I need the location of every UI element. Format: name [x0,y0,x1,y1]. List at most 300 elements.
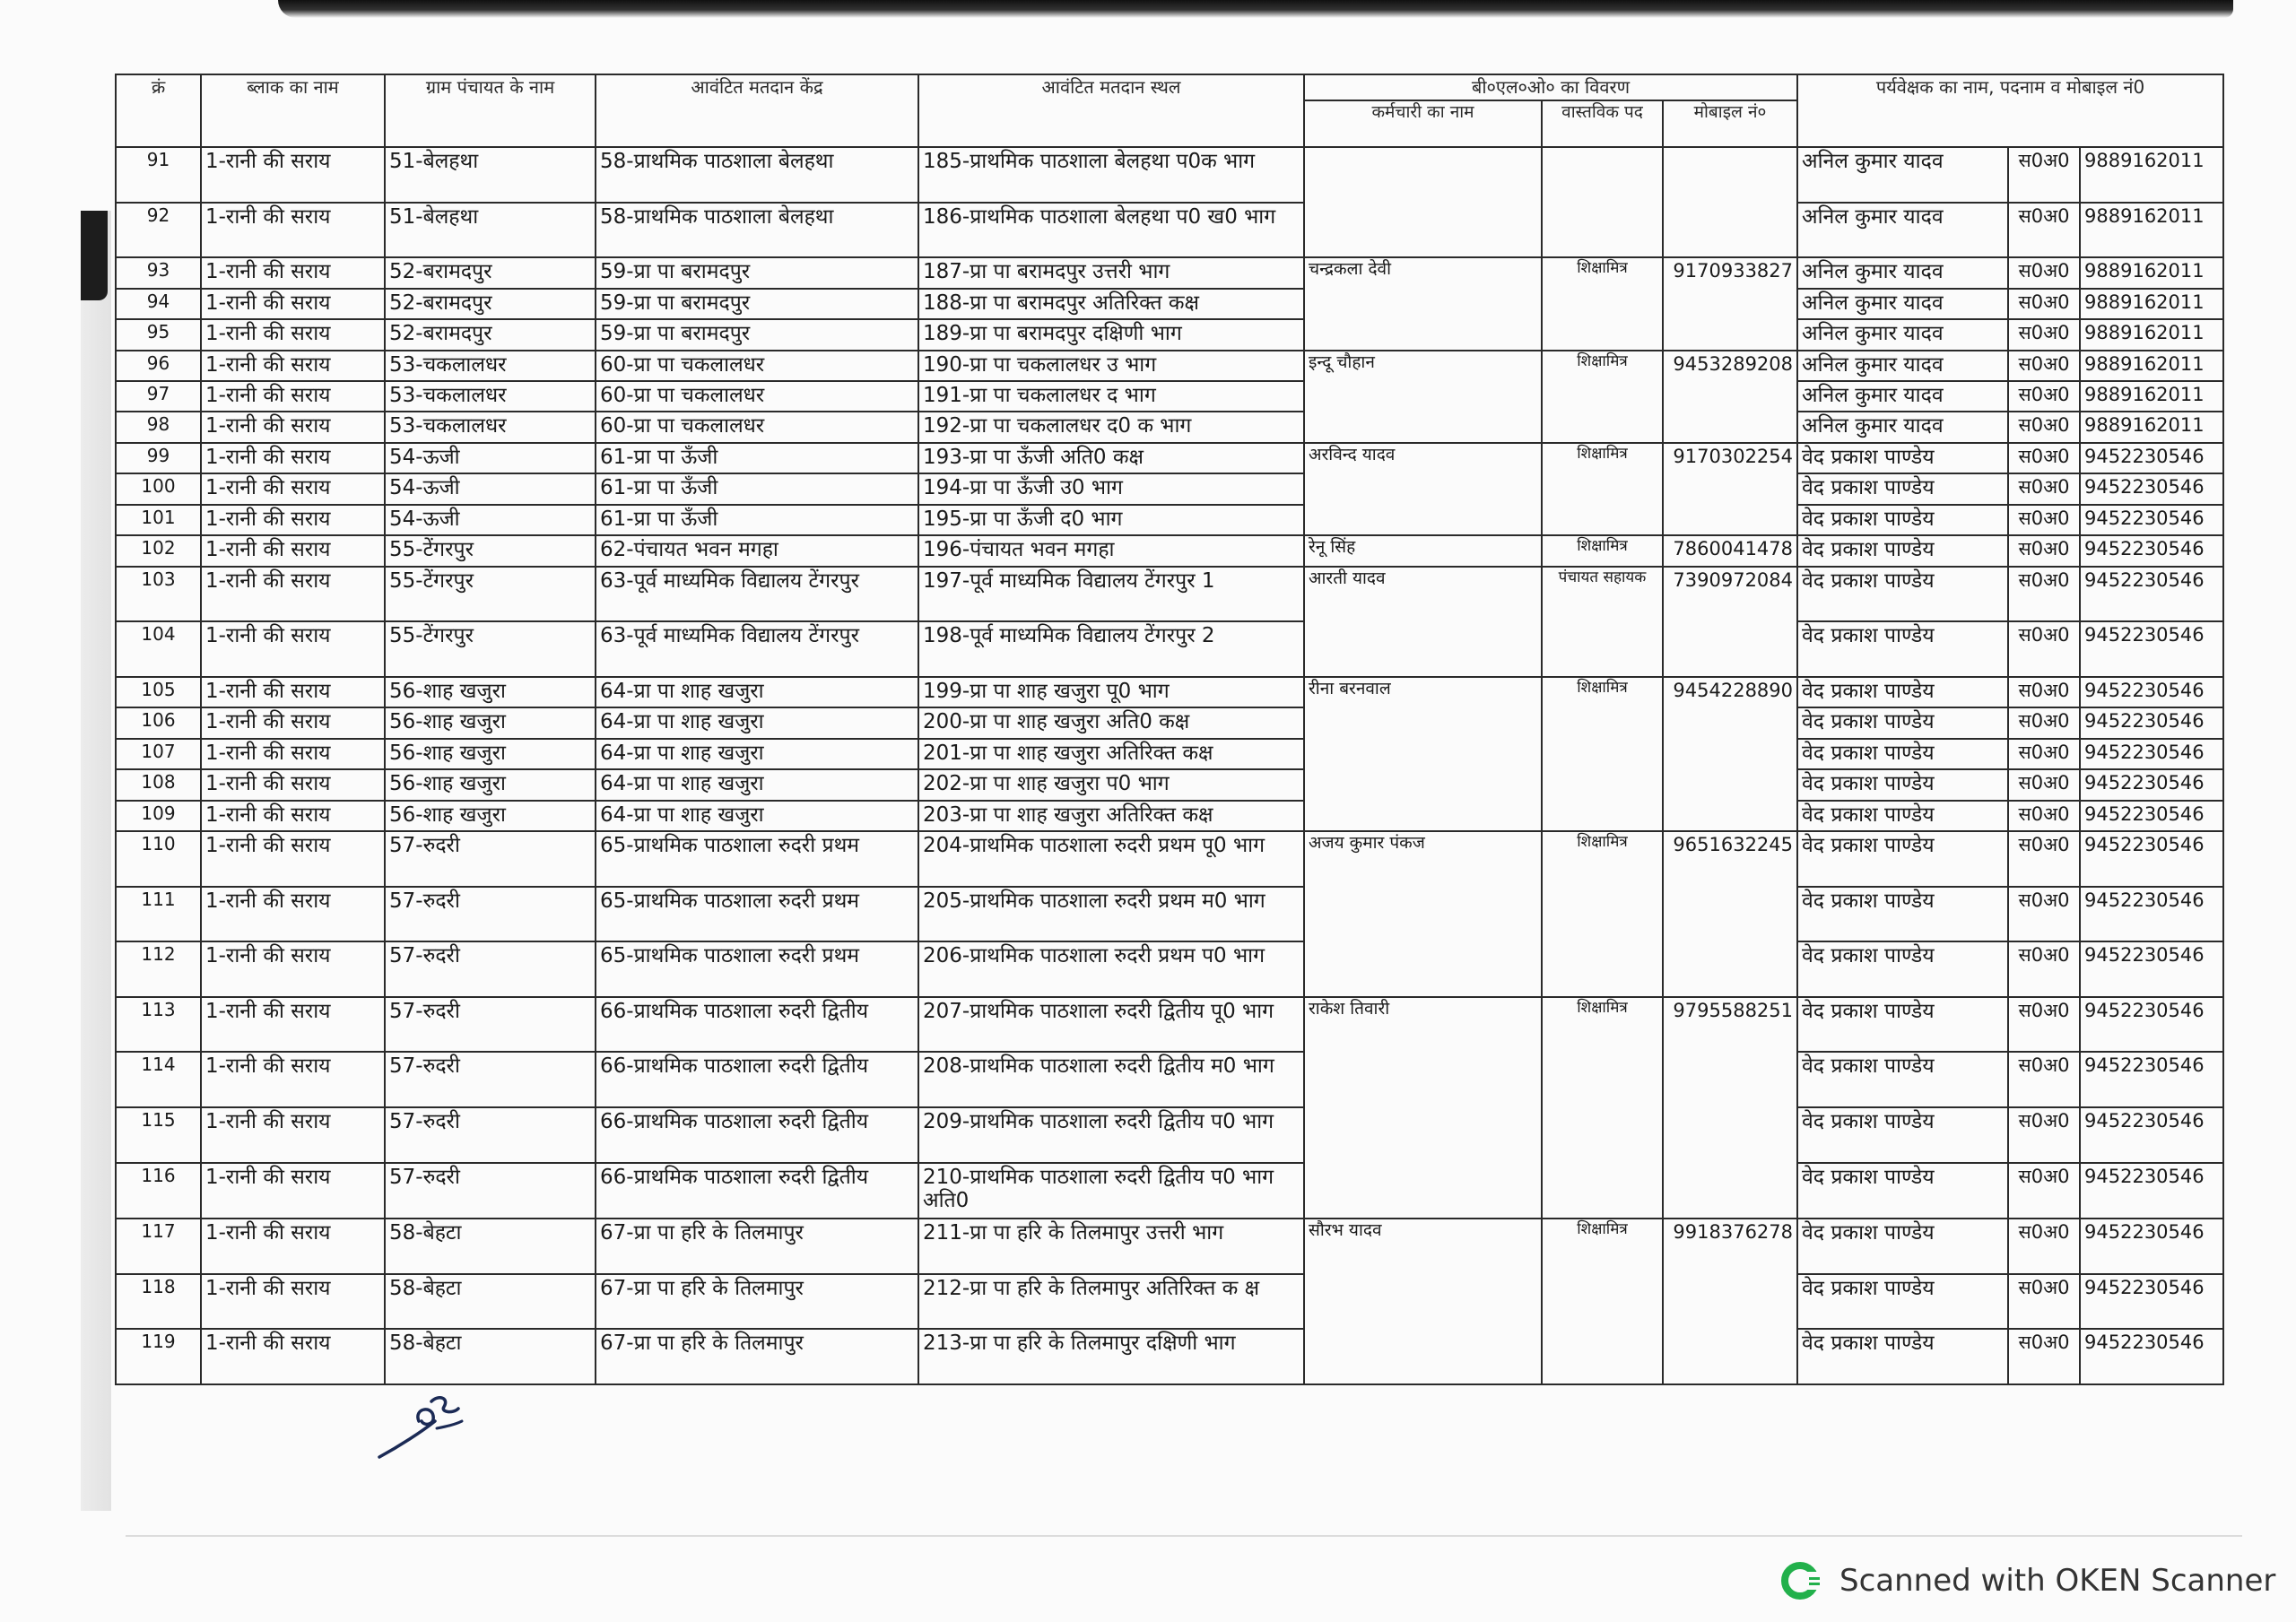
gram-panchayat-cell: 54-ऊजी [385,443,596,473]
block-name-cell: 1-रानी की सराय [201,412,385,442]
serial-no-cell: 95 [116,319,201,350]
table-row [116,621,2223,677]
gram-panchayat-cell: 54-ऊजी [385,473,596,504]
block-name-cell: 1-रानी की सराय [201,1219,385,1274]
block-name-cell: 1-रानी की सराय [201,621,385,677]
employee-name-cell: रेनू सिंह [1304,535,1542,566]
supervisor-name-cell: वेद प्रकाश पाण्डेय [1797,707,2008,738]
mobile-no-cell: 9651632245 [1663,831,1797,997]
gram-panchayat-cell: 56-शाह खजुरा [385,677,596,707]
supervisor-name-cell: वेद प्रकाश पाण्डेय [1797,1329,2008,1384]
table-row [116,147,2223,203]
block-name-cell: 1-रानी की सराय [201,887,385,942]
block-name-cell: 1-रानी की सराय [201,289,385,319]
supervisor-name-cell: वेद प्रकाश पाण्डेय [1797,801,2008,831]
supervisor-mobile-cell: 9889162011 [2080,412,2223,442]
header-polling-center: आवंटित मतदान केंद्र [596,74,918,147]
serial-no-cell: 107 [116,739,201,769]
gram-panchayat-cell: 53-चकलालधर [385,351,596,381]
serial-no-cell: 118 [116,1274,201,1330]
supervisor-designation-cell: स0अ0 [2008,997,2080,1053]
serial-no-cell: 105 [116,677,201,707]
polling-station-cell: 210-प्राथमिक पाठशाला रुदरी द्वितीय प0 भाग अति0 [918,1163,1304,1219]
polling-center-cell: 58-प्राथमिक पाठशाला बेलहथा [596,147,918,203]
polling-center-cell: 65-प्राथमिक पाठशाला रुदरी प्रथम [596,941,918,997]
polling-center-cell: 64-प्रा पा शाह खजुरा [596,769,918,800]
polling-center-cell: 64-प्रा पा शाह खजुरा [596,801,918,831]
supervisor-mobile-cell: 9889162011 [2080,319,2223,350]
supervisor-mobile-cell: 9452230546 [2080,707,2223,738]
block-name-cell: 1-रानी की सराय [201,1329,385,1384]
polling-center-cell: 65-प्राथमिक पाठशाला रुदरी प्रथम [596,831,918,887]
polling-center-cell: 66-प्राथमिक पाठशाला रुदरी द्वितीय [596,1052,918,1107]
header-polling-station: आवंटित मतदान स्थल [918,74,1304,147]
block-name-cell: 1-रानी की सराय [201,1274,385,1330]
designation-cell: शिक्षामित्र [1542,1219,1663,1384]
serial-no-cell: 116 [116,1163,201,1219]
serial-no-cell: 104 [116,621,201,677]
block-name-cell: 1-रानी की सराय [201,147,385,203]
supervisor-designation-cell: स0अ0 [2008,351,2080,381]
table-body [116,147,2223,1384]
supervisor-name-cell: वेद प्रकाश पाण्डेय [1797,621,2008,677]
supervisor-mobile-cell: 9889162011 [2080,147,2223,203]
gram-panchayat-cell: 57-रुदरी [385,1052,596,1107]
supervisor-mobile-cell: 9889162011 [2080,203,2223,258]
designation-cell: शिक्षामित्र [1542,443,1663,535]
employee-name-cell: अजय कुमार पंकज [1304,831,1542,997]
gram-panchayat-cell: 52-बरामदपुर [385,289,596,319]
designation-cell: शिक्षामित्र [1542,257,1663,350]
supervisor-mobile-cell: 9452230546 [2080,887,2223,942]
gram-panchayat-cell: 56-शाह खजुरा [385,707,596,738]
polling-center-cell: 60-प्रा पा चकलालधर [596,381,918,412]
supervisor-designation-cell: स0अ0 [2008,769,2080,800]
block-name-cell: 1-रानी की सराय [201,381,385,412]
supervisor-designation-cell: स0अ0 [2008,381,2080,412]
block-name-cell: 1-रानी की सराय [201,941,385,997]
serial-no-cell: 103 [116,567,201,622]
supervisor-designation-cell: स0अ0 [2008,1274,2080,1330]
gram-panchayat-cell: 52-बरामदपुर [385,319,596,350]
polling-station-cell: 193-प्रा पा ऊँजी अति0 कक्ष [918,443,1304,473]
supervisor-mobile-cell: 9452230546 [2080,1329,2223,1384]
header-mobile-no: मोबाइल नं० [1663,100,1797,147]
supervisor-designation-cell: स0अ0 [2008,412,2080,442]
supervisor-designation-cell: स0अ0 [2008,203,2080,258]
serial-no-cell: 92 [116,203,201,258]
block-name-cell: 1-रानी की सराय [201,1107,385,1163]
block-name-cell: 1-रानी की सराय [201,831,385,887]
polling-station-cell: 200-प्रा पा शाह खजुरा अति0 कक्ष [918,707,1304,738]
employee-name-cell: राकेश तिवारी [1304,997,1542,1219]
block-name-cell: 1-रानी की सराय [201,769,385,800]
table-row [116,739,2223,769]
mobile-no-cell: 9170302254 [1663,443,1797,535]
supervisor-mobile-cell: 9889162011 [2080,257,2223,288]
supervisor-designation-cell: स0अ0 [2008,1052,2080,1107]
polling-station-cell: 185-प्राथमिक पाठशाला बेलहथा प0क भाग [918,147,1304,203]
designation-cell: शिक्षामित्र [1542,535,1663,566]
table-row [116,1274,2223,1330]
gram-panchayat-cell: 53-चकलालधर [385,381,596,412]
polling-station-cell: 212-प्रा पा हरि के तिलमापुर अतिरिक्त क क्ष [918,1274,1304,1330]
polling-station-cell: 191-प्रा पा चकलालधर द भाग [918,381,1304,412]
block-name-cell: 1-रानी की सराय [201,443,385,473]
table-row [116,1052,2223,1107]
supervisor-name-cell: अनिल कुमार यादव [1797,351,2008,381]
employee-name-cell: सौरभ यादव [1304,1219,1542,1384]
polling-center-cell: 64-प्रा पा शाह खजुरा [596,677,918,707]
mobile-no-cell: 7860041478 [1663,535,1797,566]
serial-no-cell: 111 [116,887,201,942]
supervisor-designation-cell: स0अ0 [2008,1219,2080,1274]
block-name-cell: 1-रानी की सराय [201,203,385,258]
polling-center-cell: 61-प्रा पा ऊँजी [596,505,918,535]
supervisor-name-cell: वेद प्रकाश पाण्डेय [1797,1274,2008,1330]
gram-panchayat-cell: 57-रुदरी [385,831,596,887]
table-row [116,443,2223,473]
employee-name-cell: आरती यादव [1304,567,1542,677]
supervisor-name-cell: वेद प्रकाश पाण्डेय [1797,535,2008,566]
supervisor-name-cell: वेद प्रकाश पाण्डेय [1797,739,2008,769]
designation-cell [1542,147,1663,257]
block-name-cell: 1-रानी की सराय [201,257,385,288]
supervisor-mobile-cell: 9452230546 [2080,801,2223,831]
polling-center-cell: 60-प्रा पा चकलालधर [596,351,918,381]
employee-name-cell: इन्दू चौहान [1304,351,1542,443]
table-row [116,535,2223,566]
polling-station-cell: 186-प्राथमिक पाठशाला बेलहथा प0 ख0 भाग [918,203,1304,258]
supervisor-name-cell: अनिल कुमार यादव [1797,381,2008,412]
employee-name-cell: चन्द्रकला देवी [1304,257,1542,350]
serial-no-cell: 112 [116,941,201,997]
serial-no-cell: 97 [116,381,201,412]
block-name-cell: 1-रानी की सराय [201,473,385,504]
supervisor-mobile-cell: 9452230546 [2080,535,2223,566]
polling-station-cell: 195-प्रा पा ऊँजी द0 भाग [918,505,1304,535]
gram-panchayat-cell: 55-टेंगरपुर [385,535,596,566]
supervisor-mobile-cell: 9889162011 [2080,289,2223,319]
polling-station-cell: 203-प्रा पा शाह खजुरा अतिरिक्त कक्ष [918,801,1304,831]
designation-cell: शिक्षामित्र [1542,677,1663,831]
supervisor-mobile-cell: 9452230546 [2080,473,2223,504]
supervisor-name-cell: वेद प्रकाश पाण्डेय [1797,887,2008,942]
polling-center-cell: 61-प्रा पा ऊँजी [596,473,918,504]
table-row [116,567,2223,622]
polling-station-cell: 187-प्रा पा बरामदपुर उत्तरी भाग [918,257,1304,288]
scan-left-edge [81,211,111,1511]
supervisor-designation-cell: स0अ0 [2008,887,2080,942]
serial-no-cell: 102 [116,535,201,566]
supervisor-designation-cell: स0अ0 [2008,739,2080,769]
serial-no-cell: 99 [116,443,201,473]
supervisor-mobile-cell: 9452230546 [2080,997,2223,1053]
polling-station-cell: 213-प्रा पा हरि के तिलमापुर दक्षिणी भाग [918,1329,1304,1384]
mobile-no-cell: 9170933827 [1663,257,1797,350]
table-row [116,831,2223,887]
polling-center-cell: 67-प्रा पा हरि के तिलमापुर [596,1219,918,1274]
supervisor-name-cell: वेद प्रकाश पाण्डेय [1797,769,2008,800]
gram-panchayat-cell: 57-रुदरी [385,887,596,942]
polling-center-cell: 67-प्रा पा हरि के तिलमापुर [596,1329,918,1384]
serial-no-cell: 106 [116,707,201,738]
table-row [116,505,2223,535]
supervisor-name-cell: वेद प्रकाश पाण्डेय [1797,567,2008,622]
serial-no-cell: 98 [116,412,201,442]
supervisor-name-cell: वेद प्रकाश पाण्डेय [1797,1107,2008,1163]
gram-panchayat-cell: 56-शाह खजुरा [385,801,596,831]
serial-no-cell: 113 [116,997,201,1053]
supervisor-name-cell: वेद प्रकाश पाण्डेय [1797,997,2008,1053]
table-row [116,707,2223,738]
designation-cell: पंचायत सहायक [1542,567,1663,677]
polling-center-cell: 66-प्राथमिक पाठशाला रुदरी द्वितीय [596,1163,918,1219]
polling-center-cell: 60-प्रा पा चकलालधर [596,412,918,442]
gram-panchayat-cell: 57-रुदरी [385,997,596,1053]
table-row [116,203,2223,258]
serial-no-cell: 109 [116,801,201,831]
supervisor-designation-cell: स0अ0 [2008,443,2080,473]
gram-panchayat-cell: 57-रुदरी [385,1163,596,1219]
polling-station-cell: 207-प्राथमिक पाठशाला रुदरी द्वितीय पू0 भाग [918,997,1304,1053]
table-row [116,769,2223,800]
supervisor-mobile-cell: 9452230546 [2080,941,2223,997]
supervisor-mobile-cell: 9452230546 [2080,505,2223,535]
table-row [116,677,2223,707]
gram-panchayat-cell: 55-टेंगरपुर [385,567,596,622]
supervisor-mobile-cell: 9452230546 [2080,1274,2223,1330]
header-designation: वास्तविक पद [1542,100,1663,147]
polling-center-cell: 64-प्रा पा शाह खजुरा [596,707,918,738]
polling-station-cell: 197-पूर्व माध्यमिक विद्यालय टेंगरपुर 1 [918,567,1304,622]
serial-no-cell: 119 [116,1329,201,1384]
designation-cell: शिक्षामित्र [1542,831,1663,997]
employee-name-cell: अरविन्द यादव [1304,443,1542,535]
supervisor-mobile-cell: 9452230546 [2080,831,2223,887]
signature-mark [372,1385,471,1466]
gram-panchayat-cell: 52-बरामदपुर [385,257,596,288]
supervisor-mobile-cell: 9452230546 [2080,739,2223,769]
polling-station-cell: 196-पंचायत भवन मगहा [918,535,1304,566]
table-row [116,412,2223,442]
supervisor-name-cell: वेद प्रकाश पाण्डेय [1797,473,2008,504]
serial-no-cell: 94 [116,289,201,319]
scan-top-shadow [278,0,2233,18]
supervisor-mobile-cell: 9452230546 [2080,677,2223,707]
block-name-cell: 1-रानी की सराय [201,535,385,566]
polling-station-cell: 202-प्रा पा शाह खजुरा प0 भाग [918,769,1304,800]
supervisor-designation-cell: स0अ0 [2008,257,2080,288]
supervisor-designation-cell: स0अ0 [2008,941,2080,997]
supervisor-name-cell: अनिल कुमार यादव [1797,257,2008,288]
supervisor-designation-cell: स0अ0 [2008,707,2080,738]
table-row [116,289,2223,319]
gram-panchayat-cell: 53-चकलालधर [385,412,596,442]
polling-station-cell: 205-प्राथमिक पाठशाला रुदरी प्रथम म0 भाग [918,887,1304,942]
supervisor-mobile-cell: 9452230546 [2080,1219,2223,1274]
supervisor-name-cell: वेद प्रकाश पाण्डेय [1797,677,2008,707]
table-row [116,473,2223,504]
supervisor-name-cell: अनिल कुमार यादव [1797,319,2008,350]
polling-center-cell: 67-प्रा पा हरि के तिलमापुर [596,1274,918,1330]
block-name-cell: 1-रानी की सराय [201,739,385,769]
block-name-cell: 1-रानी की सराय [201,801,385,831]
supervisor-designation-cell: स0अ0 [2008,621,2080,677]
gram-panchayat-cell: 51-बेलहथा [385,203,596,258]
gram-panchayat-cell: 58-बेहटा [385,1274,596,1330]
scan-left-shadow [81,211,108,300]
gram-panchayat-cell: 54-ऊजी [385,505,596,535]
serial-no-cell: 114 [116,1052,201,1107]
polling-station-cell: 189-प्रा पा बरामदपुर दक्षिणी भाग [918,319,1304,350]
polling-center-cell: 61-प्रा पा ऊँजी [596,443,918,473]
designation-cell: शिक्षामित्र [1542,351,1663,443]
polling-center-cell: 65-प्राथमिक पाठशाला रुदरी प्रथम [596,887,918,942]
mobile-no-cell: 9918376278 [1663,1219,1797,1384]
polling-station-cell: 190-प्रा पा चकलालधर उ भाग [918,351,1304,381]
polling-center-cell: 66-प्राथमिक पाठशाला रुदरी द्वितीय [596,1107,918,1163]
polling-station-cell: 198-पूर्व माध्यमिक विद्यालय टेंगरपुर 2 [918,621,1304,677]
serial-no-cell: 96 [116,351,201,381]
polling-station-cell: 206-प्राथमिक पाठशाला रुदरी प्रथम प0 भाग [918,941,1304,997]
gram-panchayat-cell: 55-टेंगरपुर [385,621,596,677]
supervisor-designation-cell: स0अ0 [2008,147,2080,203]
oken-scanner-logo-icon [1780,1559,1823,1602]
polling-station-cell: 211-प्रा पा हरि के तिलमापुर उत्तरी भाग [918,1219,1304,1274]
header-supervisor: पर्यवेक्षक का नाम, पदनाम व मोबाइल नं0 [1797,74,2223,147]
supervisor-name-cell: वेद प्रकाश पाण्डेय [1797,505,2008,535]
table-row [116,257,2223,288]
block-name-cell: 1-रानी की सराय [201,677,385,707]
gram-panchayat-cell: 56-शाह खजुरा [385,769,596,800]
supervisor-name-cell: वेद प्रकाश पाण्डेय [1797,941,2008,997]
serial-no-cell: 91 [116,147,201,203]
serial-no-cell: 115 [116,1107,201,1163]
header-employee-name: कर्मचारी का नाम [1304,100,1542,147]
supervisor-designation-cell: स0अ0 [2008,831,2080,887]
polling-station-cell: 194-प्रा पा ऊँजी उ0 भाग [918,473,1304,504]
supervisor-designation-cell: स0अ0 [2008,505,2080,535]
table-row [116,1219,2223,1274]
gram-panchayat-cell: 51-बेलहथा [385,147,596,203]
block-name-cell: 1-रानी की सराय [201,1052,385,1107]
mobile-no-cell: 9795588251 [1663,997,1797,1219]
supervisor-mobile-cell: 9889162011 [2080,381,2223,412]
polling-station-cell: 209-प्राथमिक पाठशाला रुदरी द्वितीय प0 भाग [918,1107,1304,1163]
gram-panchayat-cell: 56-शाह खजुरा [385,739,596,769]
serial-no-cell: 110 [116,831,201,887]
mobile-no-cell [1663,147,1797,257]
supervisor-designation-cell: स0अ0 [2008,535,2080,566]
table-row [116,381,2223,412]
supervisor-name-cell: वेद प्रकाश पाण्डेय [1797,443,2008,473]
polling-center-cell: 59-प्रा पा बरामदपुर [596,257,918,288]
polling-station-cell: 188-प्रा पा बरामदपुर अतिरिक्त कक्ष [918,289,1304,319]
polling-center-cell: 62-पंचायत भवन मगहा [596,535,918,566]
serial-no-cell: 108 [116,769,201,800]
block-name-cell: 1-रानी की सराय [201,707,385,738]
polling-center-cell: 66-प्राथमिक पाठशाला रुदरी द्वितीय [596,997,918,1053]
header-blo-details: बी०एल०ओ० का विवरण [1304,74,1797,100]
supervisor-mobile-cell: 9452230546 [2080,1052,2223,1107]
table-row [116,941,2223,997]
mobile-no-cell: 9453289208 [1663,351,1797,443]
supervisor-name-cell: अनिल कुमार यादव [1797,203,2008,258]
supervisor-name-cell: वेद प्रकाश पाण्डेय [1797,1052,2008,1107]
gram-panchayat-cell: 57-रुदरी [385,1107,596,1163]
polling-booth-table [115,74,2224,1385]
polling-station-cell: 204-प्राथमिक पाठशाला रुदरी प्रथम पू0 भाग [918,831,1304,887]
watermark-text: Scanned with OKEN Scanner [1839,1563,2276,1599]
supervisor-name-cell: अनिल कुमार यादव [1797,147,2008,203]
supervisor-designation-cell: स0अ0 [2008,289,2080,319]
scanner-watermark [1780,1558,2275,1603]
supervisor-name-cell: अनिल कुमार यादव [1797,289,2008,319]
block-name-cell: 1-रानी की सराय [201,319,385,350]
serial-no-cell: 100 [116,473,201,504]
mobile-no-cell: 7390972084 [1663,567,1797,677]
supervisor-designation-cell: स0अ0 [2008,319,2080,350]
supervisor-name-cell: वेद प्रकाश पाण्डेय [1797,831,2008,887]
employee-name-cell: रीना बरनवाल [1304,677,1542,831]
supervisor-designation-cell: स0अ0 [2008,567,2080,622]
supervisor-designation-cell: स0अ0 [2008,1163,2080,1219]
employee-name-cell [1304,147,1542,257]
block-name-cell: 1-रानी की सराय [201,1163,385,1219]
supervisor-name-cell: वेद प्रकाश पाण्डेय [1797,1163,2008,1219]
supervisor-mobile-cell: 9452230546 [2080,769,2223,800]
block-name-cell: 1-रानी की सराय [201,997,385,1053]
polling-station-cell: 208-प्राथमिक पाठशाला रुदरी द्वितीय म0 भाग [918,1052,1304,1107]
supervisor-designation-cell: स0अ0 [2008,1329,2080,1384]
supervisor-mobile-cell: 9452230546 [2080,1163,2223,1219]
supervisor-name-cell: वेद प्रकाश पाण्डेय [1797,1219,2008,1274]
polling-center-cell: 63-पूर्व माध्यमिक विद्यालय टेंगरपुर [596,567,918,622]
supervisor-name-cell: अनिल कुमार यादव [1797,412,2008,442]
table-row [116,1107,2223,1163]
supervisor-mobile-cell: 9452230546 [2080,1107,2223,1163]
gram-panchayat-cell: 57-रुदरी [385,941,596,997]
table-row [116,801,2223,831]
serial-no-cell: 93 [116,257,201,288]
header-serial-no: क्रं [116,74,201,147]
block-name-cell: 1-रानी की सराय [201,567,385,622]
table-row [116,351,2223,381]
header-block-name: ब्लाक का नाम [201,74,385,147]
supervisor-designation-cell: स0अ0 [2008,801,2080,831]
table-row [116,319,2223,350]
supervisor-designation-cell: स0अ0 [2008,677,2080,707]
block-name-cell: 1-रानी की सराय [201,351,385,381]
supervisor-designation-cell: स0अ0 [2008,1107,2080,1163]
header-gram-panchayat: ग्राम पंचायत के नाम [385,74,596,147]
supervisor-mobile-cell: 9452230546 [2080,567,2223,622]
polling-center-cell: 59-प्रा पा बरामदपुर [596,319,918,350]
table-row [116,1163,2223,1219]
polling-station-cell: 192-प्रा पा चकलालधर द0 क भाग [918,412,1304,442]
polling-center-cell: 63-पूर्व माध्यमिक विद्यालय टेंगरपुर [596,621,918,677]
table-row [116,1329,2223,1384]
mobile-no-cell: 9454228890 [1663,677,1797,831]
polling-center-cell: 59-प्रा पा बरामदपुर [596,289,918,319]
gram-panchayat-cell: 58-बेहटा [385,1329,596,1384]
supervisor-mobile-cell: 9452230546 [2080,621,2223,677]
polling-station-cell: 199-प्रा पा शाह खजुरा पू0 भाग [918,677,1304,707]
polling-center-cell: 64-प्रा पा शाह खजुरा [596,739,918,769]
polling-center-cell: 58-प्राथमिक पाठशाला बेलहथा [596,203,918,258]
serial-no-cell: 101 [116,505,201,535]
